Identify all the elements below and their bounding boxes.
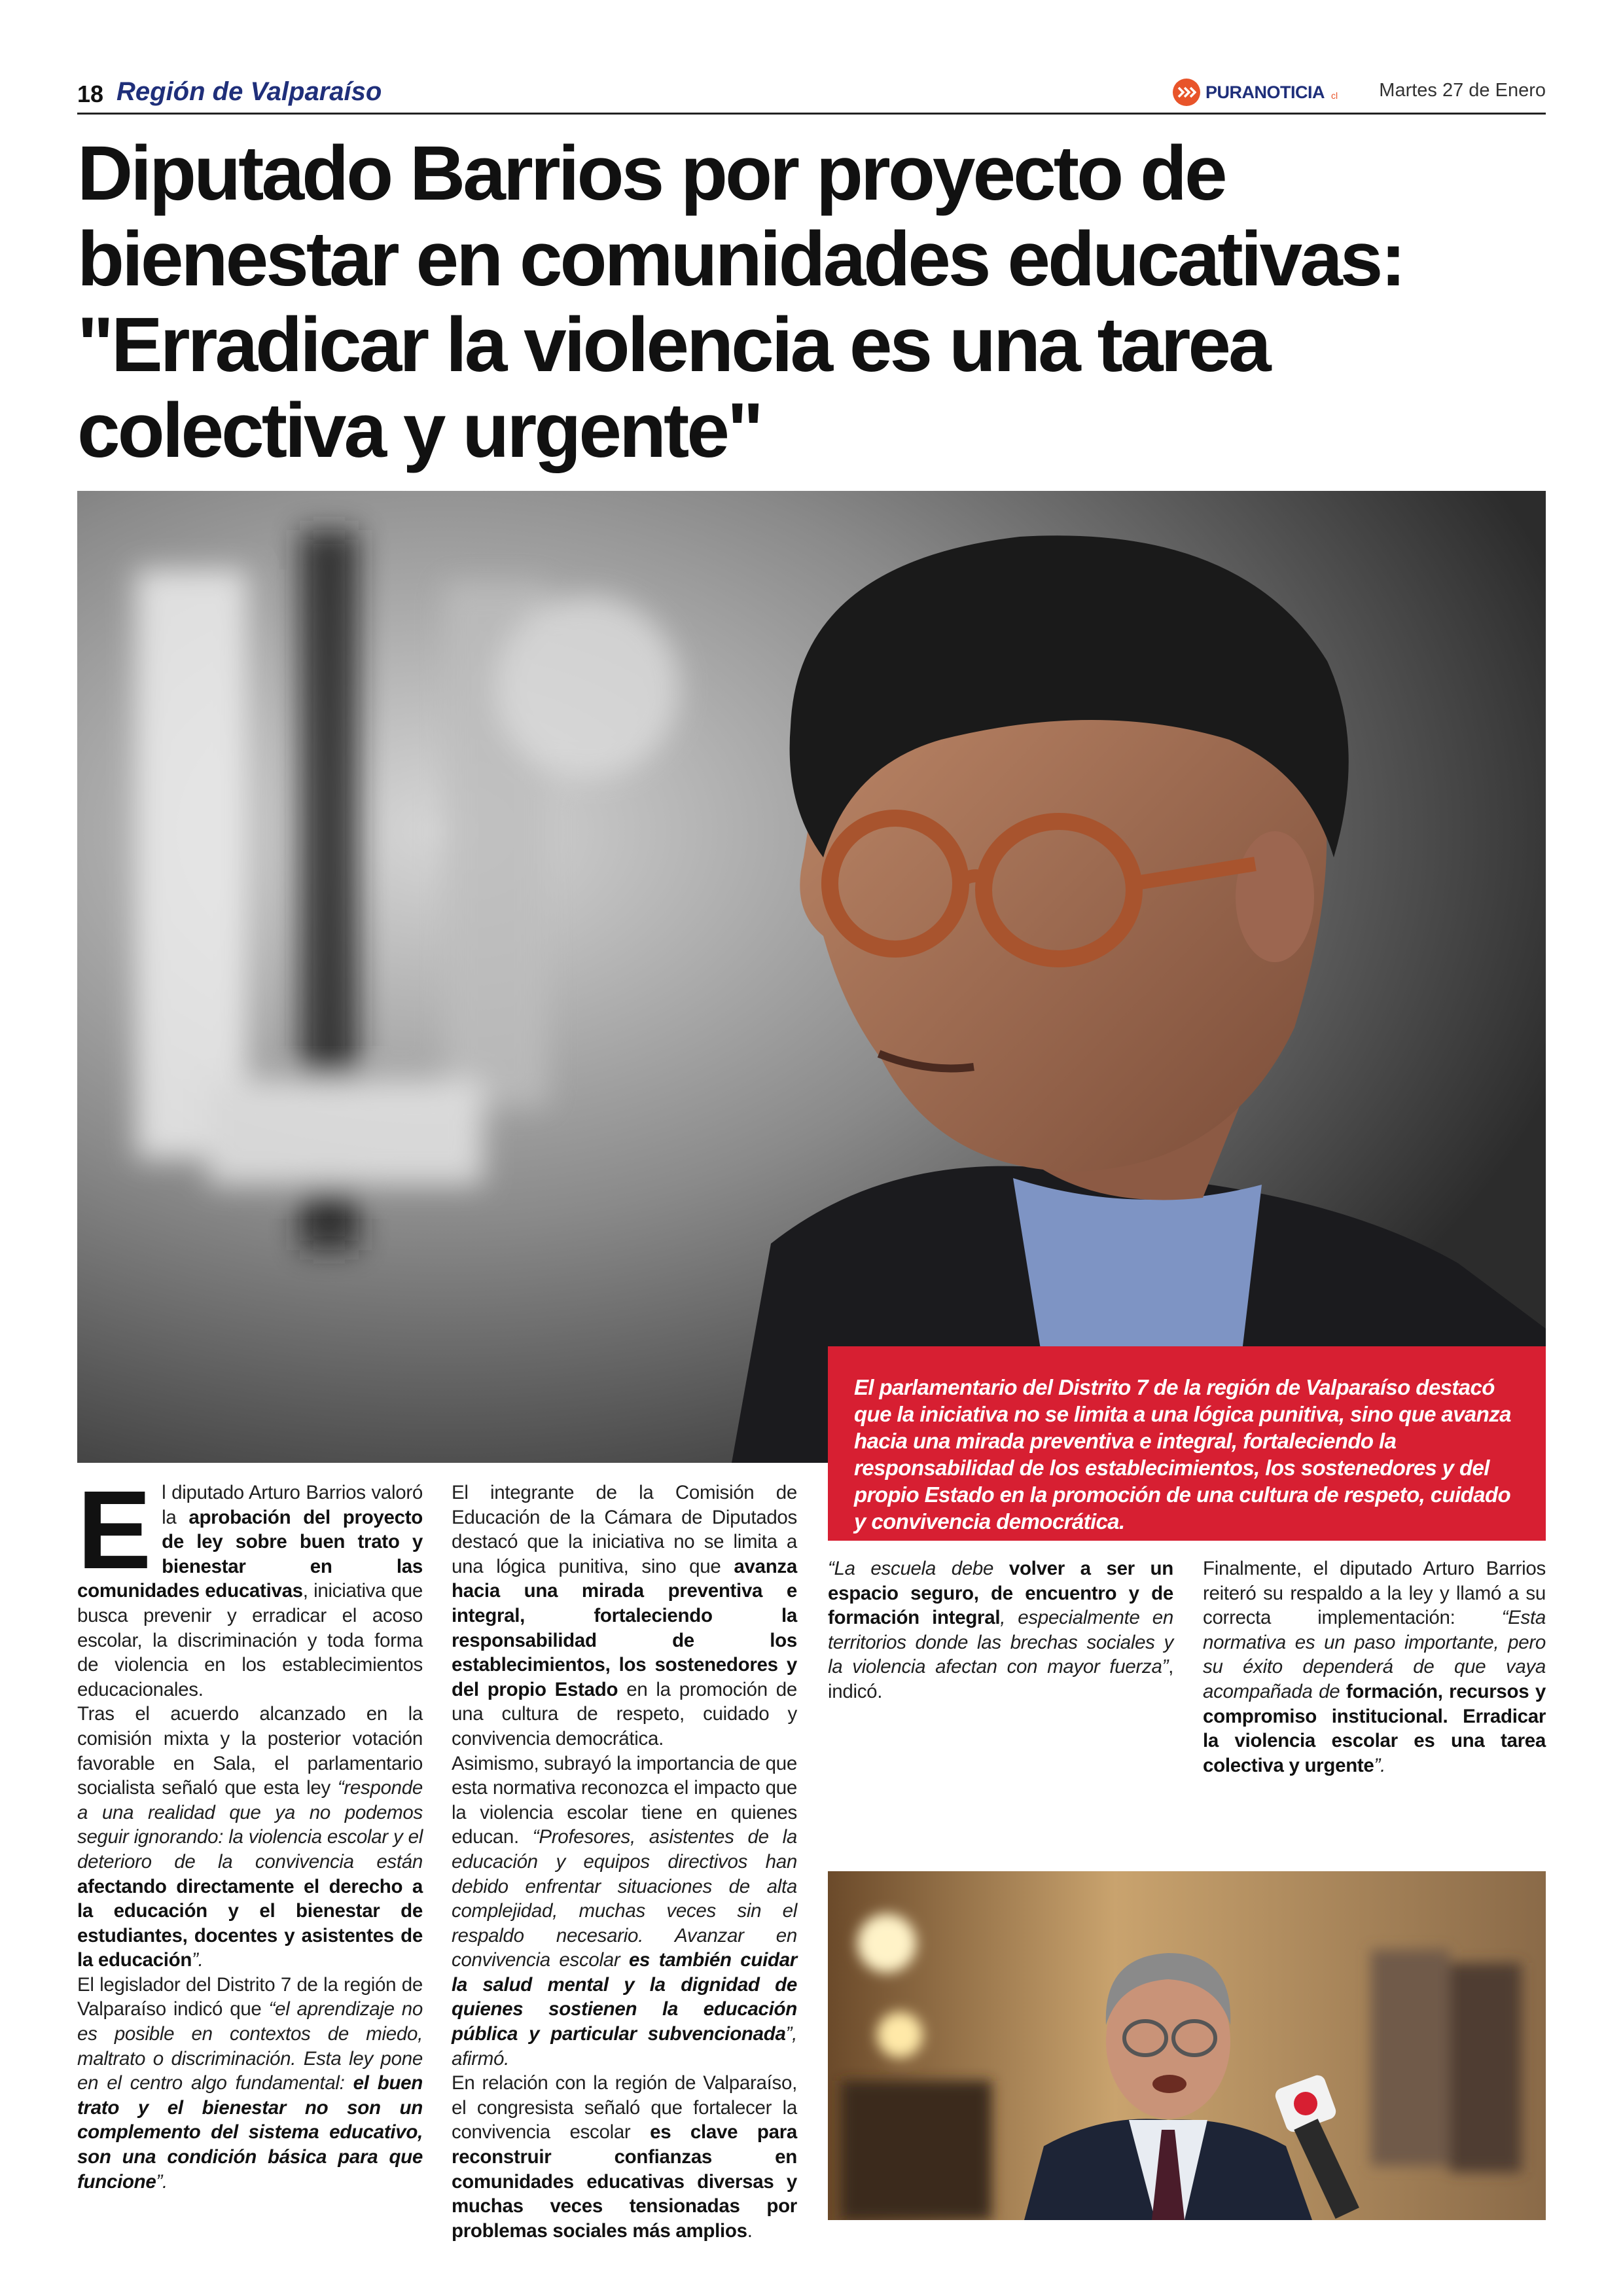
page-number: 18 [77, 81, 104, 107]
article-column-3 [828, 1556, 1173, 1704]
article-column-4 [1203, 1556, 1546, 1778]
article-headline: Diputado Barrios por proyecto de bienestar en comunidades educativas: "Erradicar la violencia es una tarea colectiva y urgente" [77, 130, 1404, 474]
issue-date: Martes 27 de Enero [1379, 80, 1546, 101]
section-name: Región de Valparaíso [116, 77, 382, 106]
main-photo [77, 491, 1546, 1463]
paragraph-1: l diputado Arturo Barrios valoró la aprobación del proyecto de ley sobre buen trato y bienestar en las comunidades educativas, iniciativa que busca prevenir y erradicar el acoso escolar, la discriminación y toda forma de violencia en los establecimientos educacionales. [77, 1482, 423, 1700]
article-column-2 [452, 1480, 797, 2243]
paragraph-5: Asimismo, subrayó la importancia de que esta normativa reconozca el impacto que la violencia escolar tiene en quienes educan. “Profesores, asistentes de la educación y equipos directivos han debido enfrentar situaciones de alta complejidad, muchas veces sin el respaldo necesario. Avanzar en convivencia escolar es también cuidar la salud mental y la dignidad de quienes sostienen la educación pública y particular subvencionada”, afirmó. [452, 1752, 797, 2070]
paragraph-4: El integrante de la Comisión de Educación de la Cámara de Diputados destacó que la iniciativa no se limita a una lógica punitiva, sino que avanza hacia una mirada preventiva e integral, fortaleciendo la responsabilidad de los establecimientos, los sostenedores y del propio Estado en la promoción de una cultura de respeto, cuidado y convivencia democrática. [452, 1482, 797, 1749]
article-column-1 [77, 1468, 423, 2194]
paragraph-6: En relación con la región de Valparaíso, el congresista señaló que fortalecer la convivencia escolar es clave para reconstruir confianzas en comunidades educativas diversas y muchas veces tensionadas por problemas sociales más amplios. [452, 2072, 797, 2242]
chevrons-right-icon [1173, 79, 1200, 106]
paragraph-8: Finalmente, el diputado Arturo Barrios reiteró su respaldo a la ley y llamó a su correcta implementación: “Esta normativa es un paso importante, pero su éxito dependerá de que vaya acompañada de formación, recursos y compromiso institucional. Erradicar la violencia escolar es una tarea colectiva y urgente”. [1203, 1558, 1546, 1776]
interview-photo [828, 1871, 1546, 2220]
brand-logo-link[interactable] [1173, 79, 1338, 106]
photo-caption-box [828, 1346, 1546, 1541]
drop-cap: E [77, 1468, 152, 1592]
paragraph-3: El legislador del Distrito 7 de la región de Valparaíso indicó que “el aprendizaje no es posible en contextos de miedo, maltrato o discriminación. Esta ley pone en el centro algo fundamental: el buen trato y el bienestar no son un complemento del sistema educativo, son una condición básica para que funcione”. [77, 1973, 423, 2193]
header-divider [77, 113, 1546, 115]
photo-caption: El parlamentario del Distrito 7 de la región de Valparaíso destacó que la iniciativa no se limita a una lógica punitiva, sino que avanza hacia una mirada preventiva e integral, fortaleciendo la responsabilidad de los establecimientos, los sostenedores y del propio Estado en la promoción de una cultura de respeto, cuidado y convivencia democrática. [854, 1375, 1511, 1534]
brand-suffix: cl [1331, 90, 1338, 101]
paragraph-7: “La escuela debe volver a ser un espacio seguro, de encuentro y de formación integral, especialmente en territorios donde las brechas sociales y la violencia afectan con mayor fuerza”, indicó. [828, 1558, 1173, 1702]
paragraph-2: Tras el acuerdo alcanzado en la comisión mixta y la posterior votación favorable en Sala, el parlamentario socialista señaló que esta ley “responde a una realidad que ya no podemos seguir ignorando: la violencia escolar y el deterioro de la convivencia están afectando directamente el derecho a la educación y el bienestar de estudiantes, docentes y asistentes de la educación”. [77, 1703, 423, 1971]
brand-name: PURANOTICIA [1205, 82, 1325, 102]
